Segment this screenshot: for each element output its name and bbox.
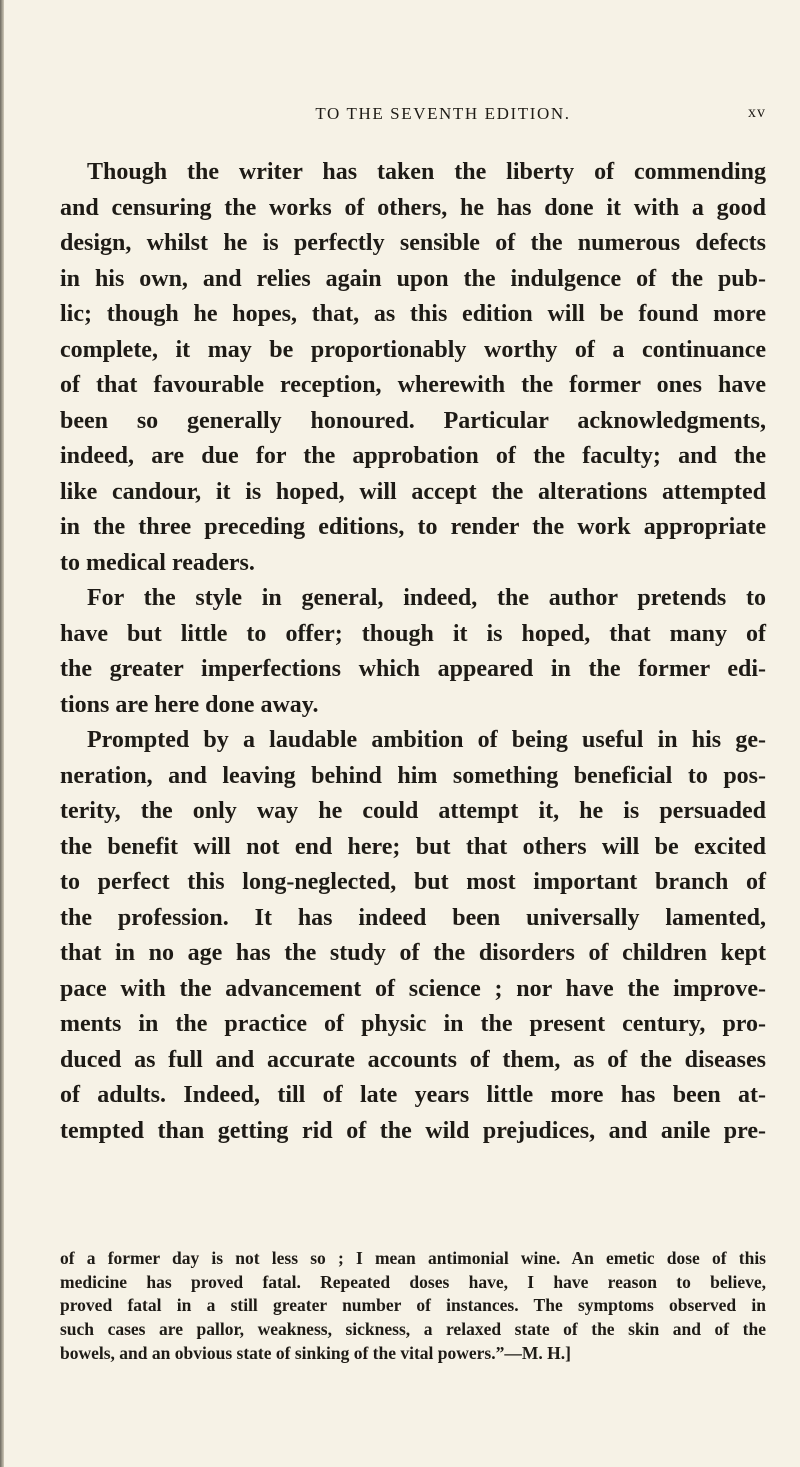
body-line: pace with the advancement of science ; nor have the improve- — [60, 975, 766, 1002]
running-title: TO THE SEVENTH EDITION. — [315, 104, 571, 123]
body-line: ments in the practice of physic in the present century, pro- — [60, 1011, 766, 1037]
body-line: lic; though he hopes, that, as this edition will be found more — [60, 301, 766, 327]
body-line: the benefit will not end here; but that others will be excited — [60, 833, 766, 860]
body-line: and censuring the works of others, he has done it with a good — [60, 194, 766, 221]
body-text — [60, 155, 766, 1149]
body-line: like candour, it is hoped, will accept the alterations attempted — [60, 478, 766, 505]
running-header — [60, 104, 766, 128]
footnote — [60, 1247, 766, 1365]
body-line: the profession. It has indeed been universally lamented, — [60, 904, 766, 931]
body-line: of that favourable reception, wherewith the former ones have — [60, 372, 766, 398]
body-line: to perfect this long-neglected, but most important branch of — [60, 869, 766, 895]
body-line: duced as full and accurate accounts of them, as of the diseases — [60, 1046, 766, 1073]
body-line: tempted than getting rid of the wild prejudices, and anile pre- — [60, 1117, 766, 1144]
body-line: design, whilst he is perfectly sensible of the numerous defects — [60, 230, 766, 256]
body-line: the greater imperfections which appeared in the former edi- — [60, 656, 766, 682]
body-line: of adults. Indeed, till of late years little more has been at- — [60, 1082, 766, 1108]
footnote-line: such cases are pallor, weakness, sickness, a relaxed state of the skin and of the — [60, 1319, 766, 1340]
footnote-line: medicine has proved fatal. Repeated doses have, I have reason to believe, — [60, 1271, 766, 1292]
body-line: have but little to offer; though it is hoped, that many of — [60, 620, 766, 647]
page-number: xv — [748, 104, 766, 121]
footnote-line: of a former day is not less so ; I mean antimonial wine. An emetic dose of this — [60, 1248, 766, 1268]
footnote-line: proved fatal in a still greater number of instances. The symptoms observed in — [60, 1295, 766, 1316]
body-line: terity, the only way he could attempt it, he is persuaded — [60, 798, 766, 824]
body-line: in his own, and relies again upon the indulgence of the pub- — [60, 265, 766, 292]
body-line: complete, it may be proportionably worthy of a continuance — [60, 336, 766, 363]
body-line: been so generally honoured. Particular acknowledgments, — [60, 407, 766, 434]
page-spine-edge — [0, 0, 4, 1467]
body-line: indeed, are due for the approbation of the faculty; and the — [60, 443, 766, 469]
body-line: to medical readers. — [60, 549, 255, 576]
footnote-line: bowels, and an obvious state of sinking of the vital powers.”—M. H.] — [60, 1342, 571, 1363]
body-line: Though the writer has taken the liberty of commending — [87, 159, 766, 185]
body-line: tions are here done away. — [60, 691, 319, 718]
body-line: Prompted by a laudable ambition of being useful in his ge- — [87, 727, 766, 753]
body-line: that in no age has the study of the disorders of children kept — [60, 940, 766, 966]
body-line: neration, and leaving behind him something beneficial to pos- — [60, 762, 766, 789]
body-line: in the three preceding editions, to render the work appropriate — [60, 514, 766, 540]
body-line: For the style in general, indeed, the author pretends to — [87, 585, 766, 611]
